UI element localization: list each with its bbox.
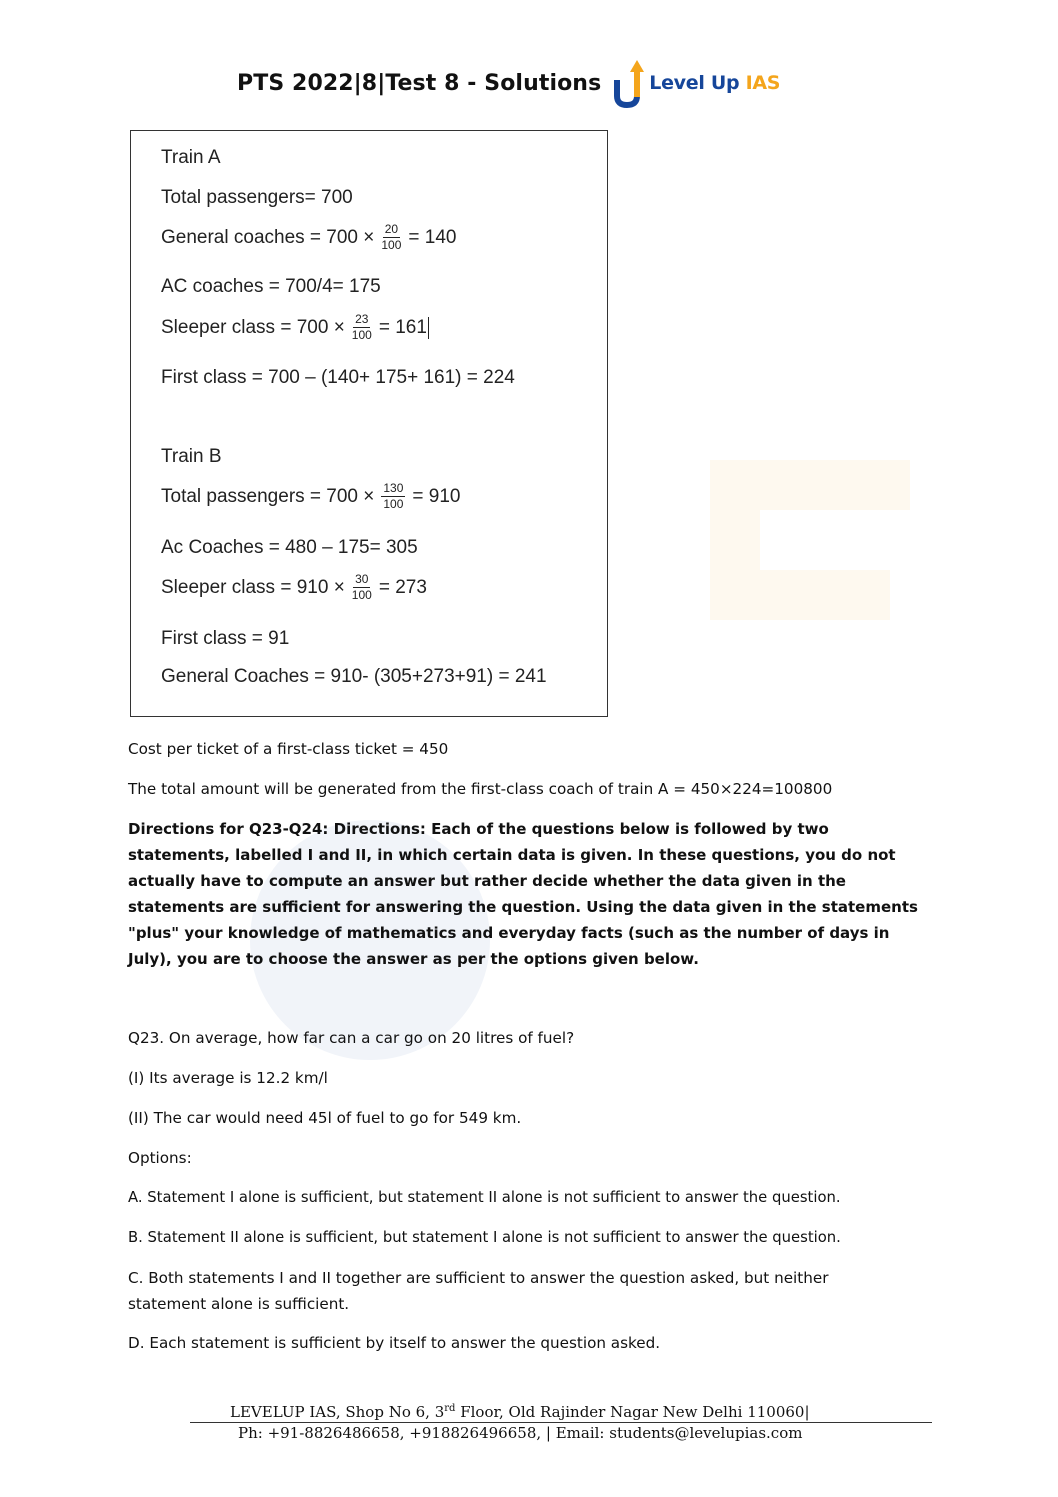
footer-address-pre: LEVELUP IAS, Shop No 6, 3 <box>230 1403 445 1421</box>
train-a-sleeper-suffix: = 161 <box>378 316 427 338</box>
fraction <box>352 313 372 342</box>
fraction <box>381 223 401 252</box>
train-b-sleeper-suffix: = 273 <box>378 576 427 598</box>
directions-paragraph: Directions for Q23-Q24: Directions: Each of the questions below is followed by two statements, labelled I and II, in which certain data is given. In these questions, you do not actually have to compute an answer but rather decide whether the data given in the statements are sufficient for answering the question. Using the data given in the statements "plus" your knowledge of mathematics and everyday facts (such as the number of days in July), you are to choose the answer as per the options given below. <box>128 820 918 968</box>
cost-line: Cost per ticket of a first-class ticket = 450 <box>128 740 449 758</box>
train-a-sleeper <box>161 313 429 342</box>
text-cursor <box>428 317 429 339</box>
footer-contact: Ph: +91-8826486658, +918826496658, | Email: students@levelupias.com <box>238 1424 803 1442</box>
fraction <box>381 482 405 511</box>
statement-2: (II) The car would need 45l of fuel to go for 549 km. <box>128 1109 522 1127</box>
logo-text <box>649 72 780 94</box>
solution-box <box>130 130 608 717</box>
fraction-numerator: 23 <box>353 313 370 328</box>
footer-address <box>190 1403 932 1423</box>
fraction-numerator: 130 <box>381 482 405 497</box>
option-b: B. Statement II alone is sufficient, but statement I alone is not sufficient to answer the question. <box>128 1229 841 1246</box>
page-title: PTS 2022|8|Test 8 - Solutions <box>237 70 602 96</box>
option-a: A. Statement I alone is sufficient, but statement II alone is not sufficient to answer the question. <box>128 1189 841 1206</box>
train-a-sleeper-prefix: Sleeper class = 700 × <box>161 316 345 338</box>
levelup-logo <box>613 58 780 108</box>
fraction-denominator: 100 <box>351 328 372 343</box>
train-a-general-suffix: = 140 <box>408 226 457 248</box>
total-amount-line: The total amount will be generated from the first-class coach of train A = 450×224=100800 <box>128 780 833 798</box>
logo-text-accent: IAS <box>745 72 781 94</box>
train-a-general-prefix: General coaches = 700 × <box>161 226 375 248</box>
train-b-general: General Coaches = 910- (305+273+91) = 241 <box>161 666 547 687</box>
page-header <box>237 60 780 106</box>
train-a-total: Total passengers= 700 <box>161 187 353 208</box>
train-b-sleeper <box>161 573 427 602</box>
statement-1: (I) Its average is 12.2 km/l <box>128 1069 328 1087</box>
fraction-denominator: 100 <box>351 588 372 603</box>
train-b-total-prefix: Total passengers = 700 × <box>161 485 375 507</box>
train-a-general <box>161 223 456 252</box>
logo-text-main: Level Up <box>649 72 746 94</box>
fraction-denominator: 100 <box>383 497 404 512</box>
train-b-total-suffix: = 910 <box>412 485 461 507</box>
train-b-total <box>161 482 460 511</box>
train-b-first: First class = 91 <box>161 628 290 649</box>
fraction-denominator: 100 <box>381 238 402 253</box>
fraction-numerator: 20 <box>383 223 400 238</box>
train-a-ac: AC coaches = 700/4= 175 <box>161 276 381 297</box>
train-a-heading: Train A <box>161 147 221 168</box>
train-b-ac: Ac Coaches = 480 – 175= 305 <box>161 537 418 558</box>
train-a-first: First class = 700 – (140+ 175+ 161) = 224 <box>161 367 515 388</box>
fraction <box>352 573 372 602</box>
footer-address-sup: rd <box>444 1403 456 1414</box>
train-b-sleeper-prefix: Sleeper class = 910 × <box>161 576 345 598</box>
option-c: C. Both statements I and II together are sufficient to answer the question asked, but neither statement alone is sufficient. <box>128 1269 829 1313</box>
train-b-heading: Train B <box>161 446 222 467</box>
option-d: D. Each statement is sufficient by itself to answer the question asked. <box>128 1334 661 1352</box>
levelup-arrow-icon <box>613 58 647 108</box>
options-label: Options: <box>128 1149 192 1167</box>
question-q23: Q23. On average, how far can a car go on 20 litres of fuel? <box>128 1029 575 1047</box>
page-footer <box>190 1403 932 1442</box>
fraction-numerator: 30 <box>353 573 370 588</box>
footer-address-post: Floor, Old Rajinder Nagar New Delhi 110060| <box>455 1403 810 1421</box>
